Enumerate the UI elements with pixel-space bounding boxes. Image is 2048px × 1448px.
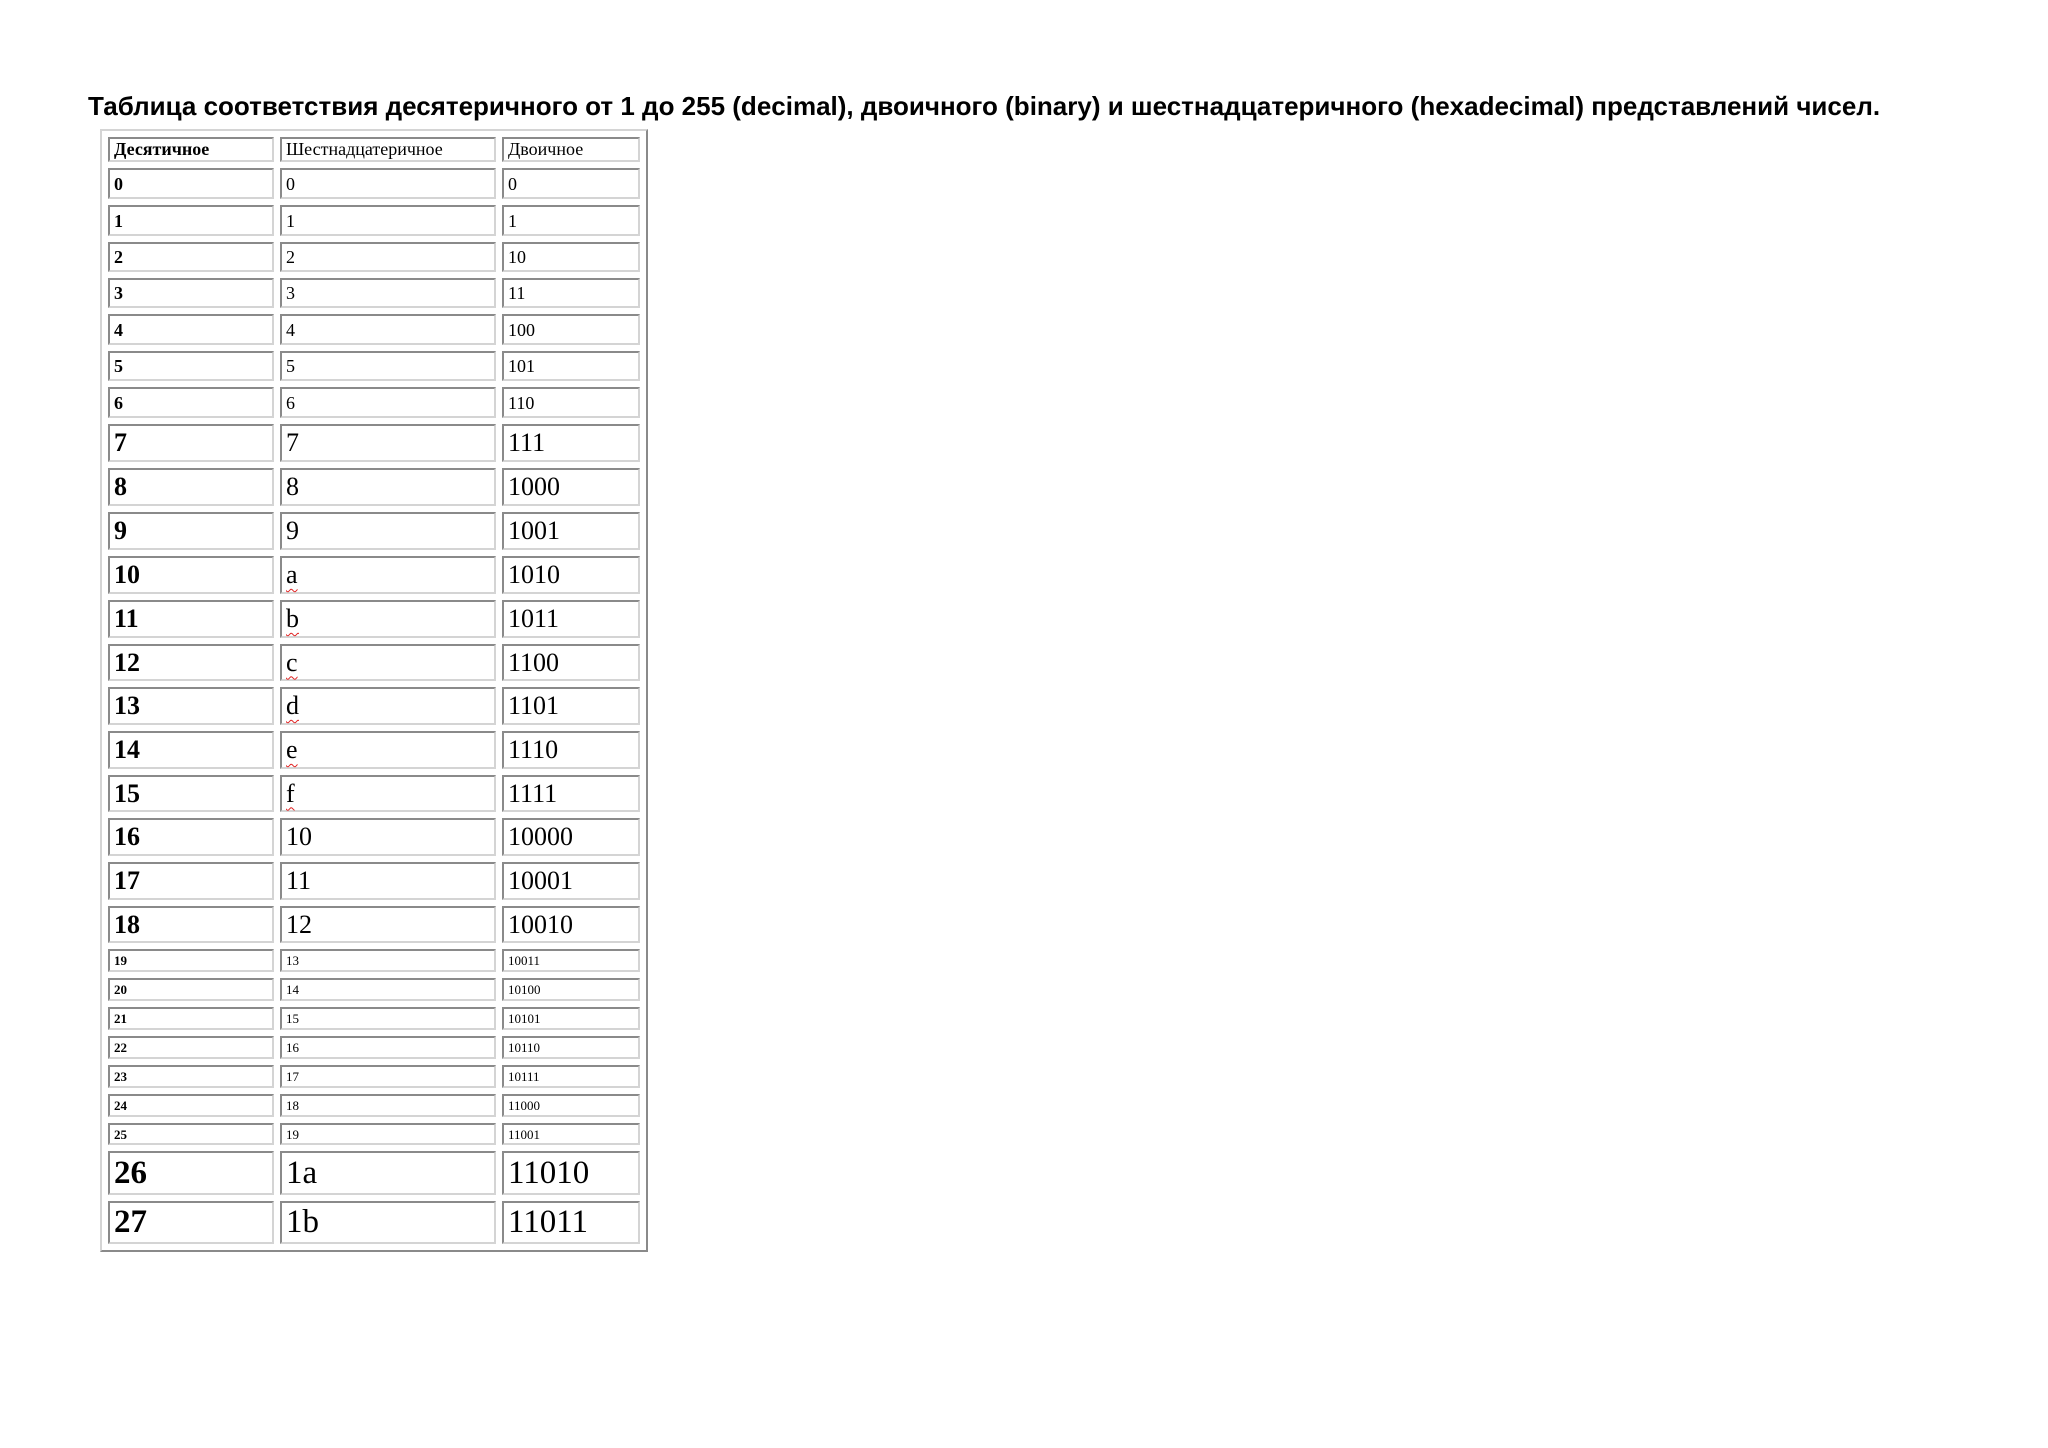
cell-decimal-text: 14 bbox=[114, 735, 140, 764]
cell-decimal bbox=[108, 424, 274, 462]
cell-decimal-text: 27 bbox=[114, 1204, 147, 1240]
cell-binary-text: 11010 bbox=[508, 1154, 590, 1191]
cell-hex-text: f bbox=[286, 778, 295, 808]
cell-hex bbox=[280, 1123, 496, 1145]
cell-decimal-text: 10 bbox=[114, 560, 140, 589]
cell-hex-text: 5 bbox=[286, 356, 295, 376]
cell-decimal bbox=[108, 468, 274, 506]
cell-binary-text: 10001 bbox=[508, 866, 573, 895]
cell-binary-text: 10101 bbox=[508, 1011, 541, 1026]
cell-binary bbox=[502, 387, 640, 418]
cell-hex-text: b bbox=[286, 604, 299, 633]
cell-hex-text: 13 bbox=[286, 953, 299, 968]
cell-binary-text: 10000 bbox=[508, 822, 573, 851]
cell-binary-text: 10011 bbox=[508, 953, 541, 968]
cell-binary-text: 10110 bbox=[508, 1040, 541, 1055]
cell-binary bbox=[502, 512, 640, 550]
cell-binary bbox=[502, 278, 640, 308]
cell-hex-text: c bbox=[286, 647, 298, 677]
table-row bbox=[108, 731, 640, 769]
cell-hex bbox=[280, 1036, 496, 1059]
table-header-row bbox=[108, 137, 640, 162]
header-hex: Шестнадцатеричное bbox=[280, 137, 496, 162]
cell-hex-text: 2 bbox=[286, 247, 295, 267]
cell-binary bbox=[502, 314, 640, 345]
cell-hex-text: 16 bbox=[286, 1040, 299, 1055]
cell-hex-text: 1a bbox=[286, 1154, 318, 1191]
cell-decimal bbox=[108, 906, 274, 943]
cell-binary-text: 1100 bbox=[508, 647, 560, 677]
cell-binary bbox=[502, 1065, 640, 1088]
cell-binary bbox=[502, 731, 640, 769]
table-row bbox=[108, 314, 640, 345]
table-row bbox=[108, 1123, 640, 1145]
cell-binary bbox=[502, 1123, 640, 1145]
cell-decimal bbox=[108, 168, 274, 199]
cell-hex bbox=[280, 468, 496, 506]
cell-decimal bbox=[108, 314, 274, 345]
cell-binary-text: 1110 bbox=[508, 735, 559, 764]
cell-decimal bbox=[108, 1094, 274, 1117]
cell-binary-text: 110 bbox=[508, 392, 535, 413]
cell-hex bbox=[280, 644, 496, 681]
cell-decimal-text: 23 bbox=[114, 1069, 127, 1084]
cell-decimal bbox=[108, 512, 274, 550]
table-row bbox=[108, 906, 640, 943]
cell-binary-text: 10100 bbox=[508, 982, 541, 997]
cell-decimal-text: 1 bbox=[114, 210, 123, 231]
cell-hex-text: 0 bbox=[286, 173, 295, 194]
cell-decimal bbox=[108, 978, 274, 1001]
cell-decimal bbox=[108, 1123, 274, 1145]
cell-binary bbox=[502, 687, 640, 725]
cell-decimal bbox=[108, 556, 274, 594]
cell-hex-text: 8 bbox=[286, 472, 299, 501]
cell-hex-text: 19 bbox=[286, 1126, 299, 1142]
table-row bbox=[108, 949, 640, 972]
cell-decimal-text: 12 bbox=[114, 647, 140, 677]
cell-binary bbox=[502, 906, 640, 943]
cell-decimal-text: 11 bbox=[114, 604, 139, 633]
cell-hex-text: 12 bbox=[286, 909, 312, 939]
cell-decimal-text: 24 bbox=[114, 1098, 127, 1113]
cell-decimal-text: 18 bbox=[114, 909, 140, 939]
cell-binary bbox=[502, 1151, 640, 1195]
cell-hex bbox=[280, 775, 496, 812]
cell-hex-text: 1 bbox=[286, 210, 295, 231]
table-row bbox=[108, 1094, 640, 1117]
cell-decimal-text: 19 bbox=[114, 953, 127, 968]
cell-hex bbox=[280, 906, 496, 943]
table-row bbox=[108, 775, 640, 812]
cell-decimal-text: 6 bbox=[114, 392, 123, 413]
cell-decimal bbox=[108, 600, 274, 638]
cell-hex-text: d bbox=[286, 691, 299, 720]
cell-hex bbox=[280, 314, 496, 345]
cell-binary-text: 11011 bbox=[508, 1204, 589, 1240]
cell-decimal-text: 7 bbox=[114, 428, 127, 457]
cell-hex bbox=[280, 1201, 496, 1244]
cell-decimal-text: 5 bbox=[114, 356, 123, 376]
cell-hex-text: 4 bbox=[286, 319, 295, 340]
table-row bbox=[108, 278, 640, 308]
conversion-table bbox=[100, 129, 648, 1252]
cell-decimal bbox=[108, 387, 274, 418]
cell-binary-text: 1 bbox=[508, 210, 517, 231]
cell-binary-text: 1101 bbox=[508, 691, 560, 720]
cell-hex-text: 10 bbox=[286, 822, 312, 851]
cell-binary bbox=[502, 949, 640, 972]
table-row bbox=[108, 168, 640, 199]
cell-binary bbox=[502, 978, 640, 1001]
cell-decimal bbox=[108, 242, 274, 272]
cell-binary bbox=[502, 600, 640, 638]
cell-hex bbox=[280, 862, 496, 900]
cell-binary bbox=[502, 556, 640, 594]
cell-hex-text: e bbox=[286, 735, 298, 764]
cell-hex bbox=[280, 978, 496, 1001]
table-row bbox=[108, 687, 640, 725]
cell-binary-text: 10111 bbox=[508, 1069, 540, 1084]
cell-decimal-text: 25 bbox=[114, 1126, 127, 1142]
cell-hex bbox=[280, 351, 496, 381]
cell-decimal bbox=[108, 949, 274, 972]
table-row bbox=[108, 978, 640, 1001]
cell-hex bbox=[280, 242, 496, 272]
cell-hex-text: 18 bbox=[286, 1098, 299, 1113]
cell-binary bbox=[502, 1094, 640, 1117]
cell-binary bbox=[502, 424, 640, 462]
cell-binary bbox=[502, 1007, 640, 1030]
table-row bbox=[108, 644, 640, 681]
cell-binary-text: 11001 bbox=[508, 1126, 541, 1142]
cell-decimal bbox=[108, 687, 274, 725]
cell-hex bbox=[280, 1007, 496, 1030]
table-row bbox=[108, 387, 640, 418]
table-row bbox=[108, 205, 640, 236]
cell-binary-text: 11000 bbox=[508, 1098, 541, 1113]
cell-decimal bbox=[108, 351, 274, 381]
header-binary: Двоичное bbox=[502, 137, 640, 162]
cell-decimal-text: 17 bbox=[114, 866, 140, 895]
header-decimal: Десятичное bbox=[108, 137, 274, 162]
cell-decimal bbox=[108, 205, 274, 236]
cell-decimal-text: 15 bbox=[114, 778, 140, 808]
cell-decimal-text: 2 bbox=[114, 247, 123, 267]
cell-decimal bbox=[108, 1151, 274, 1195]
cell-hex bbox=[280, 278, 496, 308]
cell-binary bbox=[502, 862, 640, 900]
cell-hex bbox=[280, 949, 496, 972]
cell-binary bbox=[502, 168, 640, 199]
cell-binary-text: 1010 bbox=[508, 560, 560, 589]
cell-hex bbox=[280, 1151, 496, 1195]
cell-binary bbox=[502, 205, 640, 236]
cell-binary bbox=[502, 468, 640, 506]
cell-binary bbox=[502, 1036, 640, 1059]
cell-hex bbox=[280, 205, 496, 236]
cell-binary-text: 1011 bbox=[508, 604, 560, 633]
table-row bbox=[108, 1065, 640, 1088]
cell-hex bbox=[280, 818, 496, 856]
cell-hex bbox=[280, 512, 496, 550]
cell-decimal bbox=[108, 1036, 274, 1059]
cell-binary-text: 10010 bbox=[508, 909, 573, 939]
cell-hex-text: a bbox=[286, 560, 298, 589]
cell-decimal-text: 0 bbox=[114, 173, 123, 194]
cell-decimal-text: 3 bbox=[114, 283, 123, 303]
table-row bbox=[108, 242, 640, 272]
cell-binary bbox=[502, 242, 640, 272]
cell-decimal bbox=[108, 862, 274, 900]
table-row bbox=[108, 556, 640, 594]
cell-binary-text: 101 bbox=[508, 356, 535, 376]
cell-decimal-text: 4 bbox=[114, 319, 123, 340]
cell-hex-text: 7 bbox=[286, 428, 299, 457]
cell-hex bbox=[280, 168, 496, 199]
cell-hex bbox=[280, 687, 496, 725]
table-row bbox=[108, 1007, 640, 1030]
cell-binary-text: 0 bbox=[508, 173, 517, 194]
cell-hex bbox=[280, 1065, 496, 1088]
table-row bbox=[108, 1151, 640, 1195]
cell-hex bbox=[280, 1094, 496, 1117]
cell-hex-text: 1b bbox=[286, 1204, 319, 1240]
cell-hex bbox=[280, 556, 496, 594]
cell-decimal bbox=[108, 644, 274, 681]
cell-binary-text: 111 bbox=[508, 428, 546, 457]
cell-hex-text: 6 bbox=[286, 392, 295, 413]
cell-hex-text: 11 bbox=[286, 866, 312, 895]
cell-decimal bbox=[108, 818, 274, 856]
cell-binary-text: 1000 bbox=[508, 472, 560, 501]
table-row bbox=[108, 351, 640, 381]
cell-binary-text: 1111 bbox=[508, 778, 558, 808]
table-row bbox=[108, 512, 640, 550]
cell-decimal-text: 21 bbox=[114, 1011, 127, 1026]
table-row bbox=[108, 424, 640, 462]
table-row bbox=[108, 1036, 640, 1059]
cell-decimal-text: 8 bbox=[114, 472, 127, 501]
table-row bbox=[108, 600, 640, 638]
cell-decimal bbox=[108, 278, 274, 308]
cell-binary-text: 11 bbox=[508, 283, 526, 303]
cell-hex bbox=[280, 424, 496, 462]
cell-binary-text: 1001 bbox=[508, 516, 560, 545]
cell-binary bbox=[502, 1201, 640, 1244]
cell-binary bbox=[502, 644, 640, 681]
cell-hex bbox=[280, 387, 496, 418]
cell-hex-text: 17 bbox=[286, 1069, 299, 1084]
table-row bbox=[108, 468, 640, 506]
cell-binary bbox=[502, 775, 640, 812]
cell-decimal-text: 9 bbox=[114, 516, 127, 545]
cell-binary bbox=[502, 818, 640, 856]
cell-binary-text: 100 bbox=[508, 319, 535, 340]
table-body bbox=[108, 168, 640, 1244]
cell-decimal bbox=[108, 1201, 274, 1244]
cell-binary bbox=[502, 351, 640, 381]
cell-hex-text: 15 bbox=[286, 1011, 299, 1026]
table-row bbox=[108, 862, 640, 900]
cell-decimal bbox=[108, 1007, 274, 1030]
page-title: Таблица соответствия десятеричного от 1 до 255 (decimal), двоичного (binary) и шестнадцатеричного (hexadecimal) представлений чисел. bbox=[88, 91, 1881, 121]
cell-decimal bbox=[108, 1065, 274, 1088]
cell-decimal-text: 13 bbox=[114, 691, 140, 720]
table-row bbox=[108, 818, 640, 856]
cell-hex-text: 9 bbox=[286, 516, 299, 545]
cell-decimal-text: 26 bbox=[114, 1154, 147, 1191]
cell-hex bbox=[280, 600, 496, 638]
cell-binary-text: 10 bbox=[508, 247, 526, 267]
cell-decimal-text: 20 bbox=[114, 982, 127, 997]
cell-hex-text: 3 bbox=[286, 283, 295, 303]
cell-decimal-text: 22 bbox=[114, 1040, 127, 1055]
cell-hex bbox=[280, 731, 496, 769]
table-row bbox=[108, 1201, 640, 1244]
cell-hex-text: 14 bbox=[286, 982, 299, 997]
cell-decimal-text: 16 bbox=[114, 822, 140, 851]
cell-decimal bbox=[108, 775, 274, 812]
cell-decimal bbox=[108, 731, 274, 769]
